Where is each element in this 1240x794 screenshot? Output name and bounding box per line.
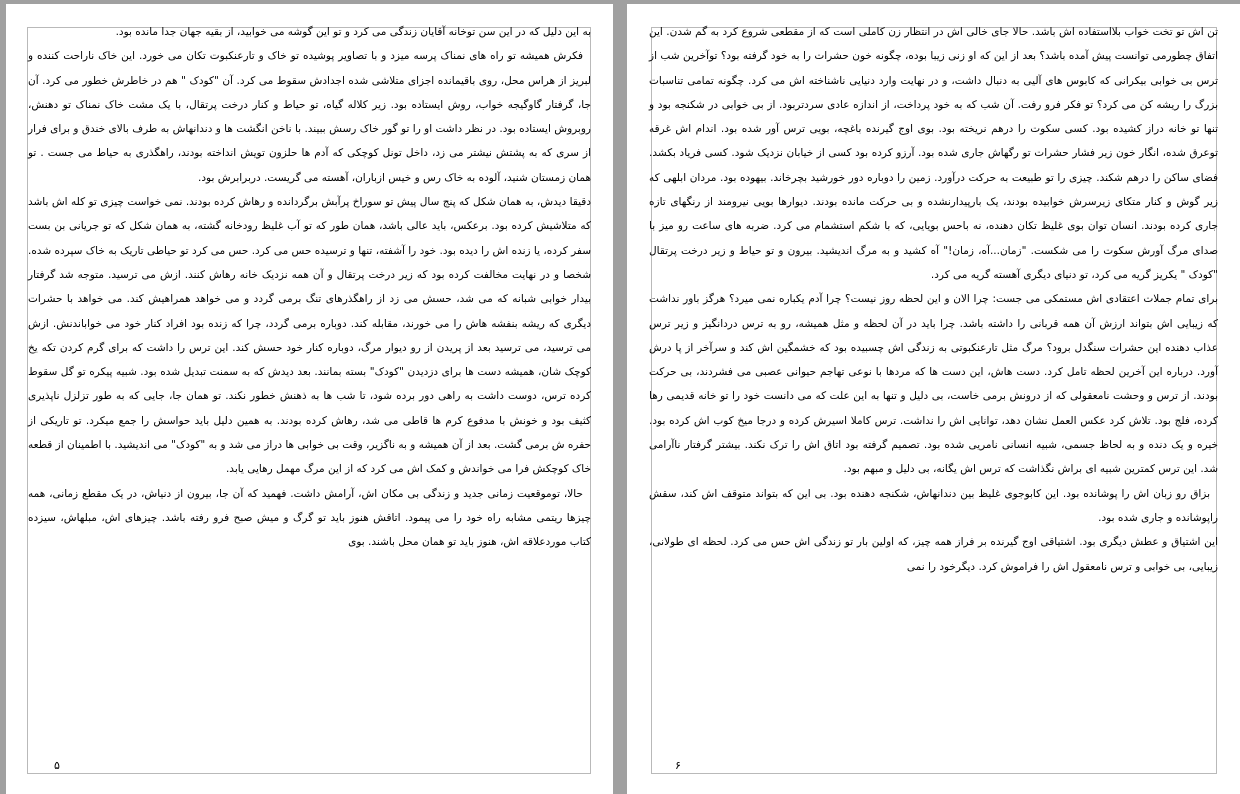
paragraph: فکرش همیشه تو راه های نمناک پرسه میزد و با تصاویر پوشیده تو خاک و تارعنکبوت تکان می خورد. این خاک ناراحت کننده و لبریز از هراس محل، روی باقیمانده اجزای متلاشی شده اجدادش سقوط می کرد. آن "کودک " هم در خاطرش خطور می کرد. آن جا، گرفتار گاوگیجه خواب، روش ایستاده بود. زیر کلاله گیاه، تو حیاط و کنار درخت پرتقال، با یک مشت خاک نمناک تو دهنش، روبروش ایستاده بود. در نظر داشت او را تو گور خاک رسش ببیند. با ناخن انگشت ها و دندانهاش به طرف بالای خندق و برای فرار از سری که به پشتش نیشتر می زد، داخل تونل کوچکی که آدم ها حلزون تویش انداخته بودند، راهگذری به حیاط می جست . تو همان زمستان شنید، آلوده به خاک رس و خیس ازباران، آهسته می گریست. دربرابرش بود.: [28, 50, 591, 184]
paragraph: این اشتیاق و عطش دیگری بود. اشتیاقی اوج گیرنده بر فراز همه چیز، که اولین بار تو زندگی اش حس می کرد. لحظه ای طولانی، زیبایی، بی خوابی و ترس نامعقول اش را فراموش کرد. دیگرخود را نمی: [649, 536, 1218, 573]
paragraph: دقیقا دیدش، به همان شکل که پنج سال پیش تو سوراخ پرآبش برگردانده و رهاش کرده بودند. نمی خواست چیزی تو کله اش باشد که متلاشیش کرده بود. برعکس، باید عالی باشد، همان طور که تو آب غلیظ رودخانه گشته، به همان شکل که تو جریانی بن بست سفر کرده، یا زنده اش را دیده بود. خود را آشفته، تنها و ترسیده حس می کرد. حس می کرد تو حیاطی تاریک به خاک سپرده شده. شخصا و در نهایت مخالفت کرده بود که زیر درخت پرتقال و آن همه نزدیک خانه رهاش کنند. ازش می ترسید. متوجه شد گرفتار بیدار خوابی شبانه که می شد، حسش می زد از راهگذرهای تنگ برمی گردد و می خواهد همراهیش کند. می خواهد با حشرات دیگری که ریشه بنفشه هاش را می خورند، مقابله کند. دوباره برمی گردد، چرا که زنده بود افراد کنار خود می خواباندنش. ازش می ترسید، می ترسید بعد از پریدن از رو دیوار مرگ، دوباره کنار خود حسش کند. این ترس را داشت که برای گرم کردن تکه یخ کوچک شان، همیشه دست ها برای دزدیدن "کودک" بسته بمانند. بعد دیدش که به سمنت تبدیل شده بود. شبیه پیکره تو گل سقوط کرده ترس، دوست داشت به راهی دور برده شود، تا شب ها به ذهنش خطور نکند. تو همان جا، جایی که به طور تزلزل ناپذیری کثیف بود و خونش با مدفوع کرم ها قاطی می شد، رهاش کرده بودند. به همین دلیل باید حواسش را جمع میکرد. تو تاریکی از حفره ش برمی گشت. بعد از آن همیشه و به ناگزیر، وقت بی خوابی ها دراز می شد و به "کودک" می اندیشید. با اطمینان از قطعه خاک کوچکش فرا می خواندش و کمک اش می کرد که از این مرگ مهمل رهایی یابد.: [28, 196, 591, 476]
page-body-text: [28, 20, 591, 555]
document-page-left: [6, 4, 613, 794]
paragraph: برای تمام جملات اعتقادی اش مستمکی می جست: چرا الان و این لحظه روز نیست؟ چرا آدم یکباره نمی میرد؟ هرگز باور نداشت که زیبایی اش بتواند ارزش آن همه قربانی را داشته باشد. چرا باید در آن لحظه و مثل همیشه، رو به ترس دردانگیز و زیر ترس عذاب دهنده این حشرات سنگدل برود؟ مرگ مثل تارعنکبوتی به زندگی اش چسبیده بود که خشمگین اش کند و سرآخر از پا درش آورد. درباره این آخرین لحظه تامل کرد. دست هاش، این دست ها که مردها با نوعی تهاجم حیوانی عصبی می فشردند، بی حرکت بودند. از ترس و وحشت نامعقولی که از درونش برمی خاست، بی دلیل و تنها به این علت که می دانست خود را تو خانه قدیمی رها کرده، فلج بود. تلاش کرد عکس العمل نشان دهد، توانایی اش را نداشت. ترس کاملا اسیرش کرده و درجا میخ کوب اش کرده بود. خیره و یک دنده و به لحاظ جسمی، شبیه انسانی نامریی شده بود. تصمیم گرفته بود اتاق اش را ترک نکند. بیشتر گرفتار ناآرامی شد. این ترس کمترین شبیه ای براش نگذاشت که ترس اش یگانه، بی دلیل و مبهم بود.: [649, 293, 1218, 476]
page-body-text: [649, 20, 1218, 579]
paragraph: به این دلیل که در این سن توخانه آقایان زندگی می کرد و تو این گوشه می خوابید، از بقیه جهان جدا مانده بود.: [115, 26, 591, 38]
page-number: ۶: [675, 759, 681, 772]
paragraph: بزاق رو زبان اش را پوشانده بود. این کابوجوی غلیظ بین دندانهاش، شکنجه دهنده بود. بی این که بتواند متوقف اش کند، سقش راپوشانده و جاری شده بود.: [649, 487, 1218, 524]
paragraph: حالا، توموقعیت زمانی جدید و زندگی بی مکان اش، آرامش داشت. فهمید که آن جا، بیرون از دنیاش، در یک مقطع زمانی، همه چیزها ریتمی مشابه راه خود را می پیمود. اتاقش هنوز باید تو گرگ و میش صبح فرو رفته باشد. چیزهای اش، مبلهاش، سیزده کتاب موردعلاقه اش، هنوز باید تو همان محل باشند. بوی: [28, 487, 591, 549]
paragraph: تن اش تو تخت خواب بلااستفاده اش باشد. حالا جای خالی اش در انتظار زن کاملی است که از مقطعی شروع کرد به گم شدن. این اتفاق چطورمی توانست پیش آمده باشد؟ بعد از این که او زنی زیبا بوده، چگونه خون حشرات را به خود گرفته بود؟ توآخرین شب از ترس بی خوابی بیکرانی که کابوس های آلیی به دنبال داشت، و در نهایت وارد دنیایی ناشناخته اش می کرد. چگونه تمامی تناسبات بزرگ را ریشه کن می کرد؟ تو فکر فرو رفت. آن شب که به خود پرداخت، از اندازه عادی سردتربود. از بی خوابی در شکنجه بود و تنها تو خانه دراز کشیده بود. کسی سکوت را درهم نریخته بود. بوی اوج گیرنده باغچه، بویی ترس آور شده بود. اندام اش غرقه توعرق شده، انگار خون زیر فشار حشرات تو رگهاش جاری شده بود. آرزو کرده بود کسی از خیابان نزدیک شود. کسی فریاد بکشد. فضای ساکن را درهم شکند. چیزی را تو طبیعت به حرکت درآورد. زمین را دوباره دور خورشید بچرخاند. بیهوده بود. مردان ابلهی که زیر گوش و کنار متکای زیرسرش خوابیده بودند، یک بارپیدارنشده و بی حرکت مانده بودند. دیوارها بویی نیرومند از رنگهای تازه جاری کرده بودند. انسان توان بوی غلیظ تکان دهنده، نه باحس بویایی، که با شکم استشمام می کرد. ضربه های ساعت رو میز با صدای مرگ آورش سکوت را می شکست. "زمان...آه، زمان!" آه کشید و به مرگ اندیشید. بیرون و تو حیاط و زیر درخت پرتقال "کودک " یکریز گریه می کرد، تو دنیای دیگری آهسته گریه می کرد.: [649, 26, 1218, 281]
document-page-right: [627, 4, 1240, 794]
page-number: ۵: [54, 759, 60, 772]
